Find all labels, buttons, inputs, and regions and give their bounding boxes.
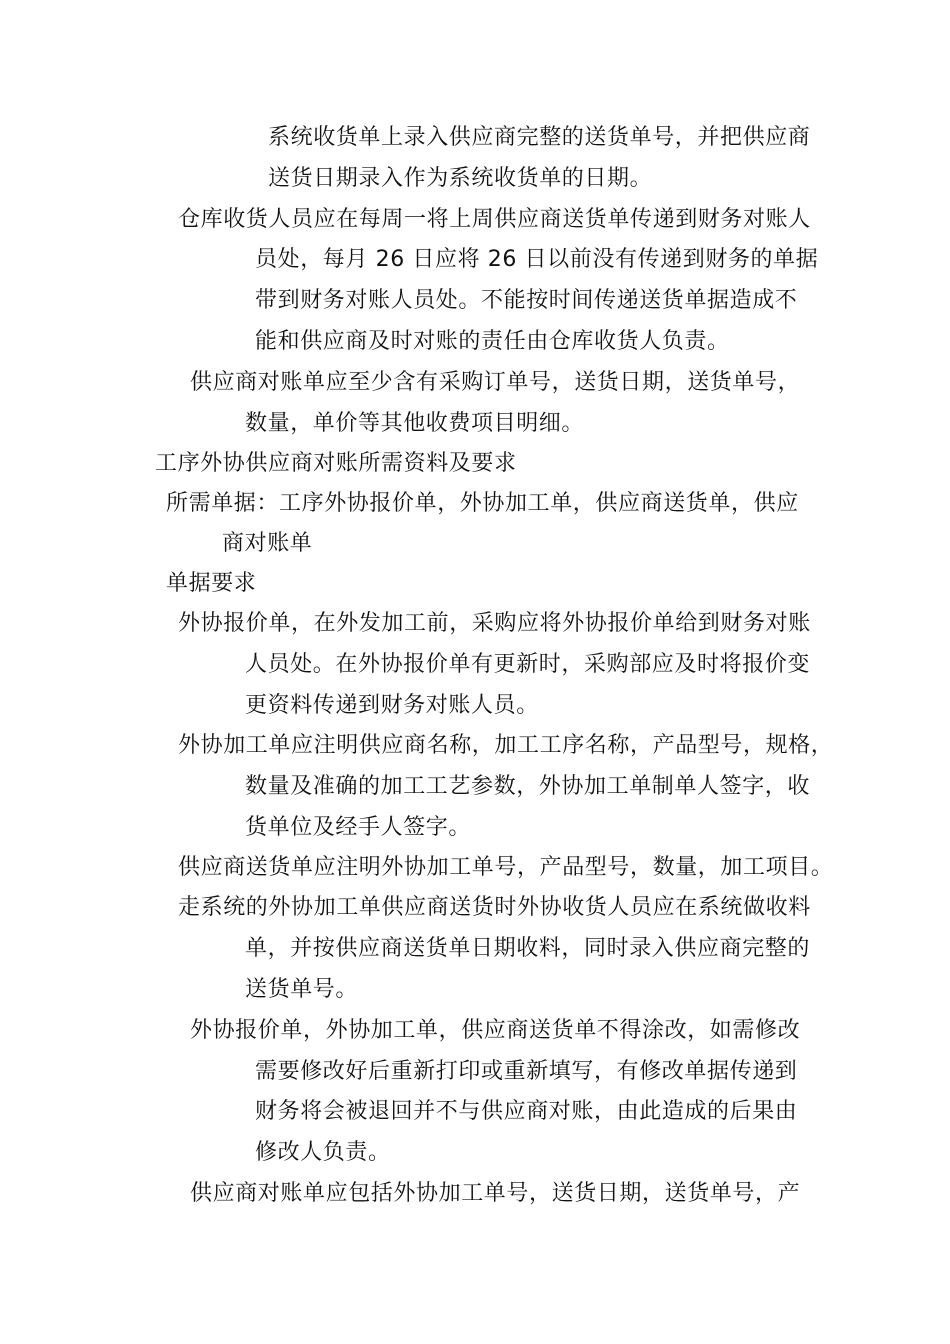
text-line: 需要修改好后重新打印或重新填写，有修改单据传递到 — [255, 1059, 798, 1084]
text-line: 仓库收货人员应在每周一将上周供应商送货单传递到财务对账人 — [178, 207, 811, 232]
section-heading: 工序外协供应商对账所需资料及要求 — [155, 451, 517, 476]
text-line: 外协报价单，在外发加工前，采购应将外协报价单给到财务对账 — [178, 611, 811, 636]
text-line: 所需单据：工序外协报价单，外协加工单，供应商送货单，供应 — [166, 491, 799, 516]
text-line: 修改人负责。 — [255, 1140, 391, 1165]
text-line: 单，并按供应商送货单日期收料，同时录入供应商完整的 — [245, 936, 811, 961]
text-line: 人员处。在外协报价单有更新时，采购部应及时将报价变 — [245, 652, 811, 677]
text-line: 能和供应商及时对账的责任由仓库收货人负责。 — [255, 329, 730, 354]
text-line: 外协加工单应注明供应商名称，加工工序名称，产品型号，规格， — [178, 733, 834, 758]
text-line: 货单位及经手人签字。 — [245, 815, 472, 840]
text-line: 供应商对账单应至少含有采购订单号，送货日期，送货单号， — [190, 370, 801, 395]
text-line: 送货单号。 — [245, 977, 359, 1002]
text-line: 财务将会被退回并不与供应商对账，由此造成的后果由 — [255, 1099, 798, 1124]
text-line: 供应商送货单应注明外协加工单号，产品型号，数量，加工项目。 — [178, 855, 834, 880]
text-line: 数量，单价等其他收费项目明细。 — [245, 411, 585, 436]
text-line: 员处，每月 26 日应将 26 日以前没有传递到财务的单据 — [255, 247, 819, 272]
text-line: 数量及准确的加工工艺参数，外协加工单制单人签字，收 — [245, 774, 811, 799]
text-line: 供应商对账单应包括外协加工单号，送货日期，送货单号，产 — [190, 1181, 801, 1206]
text-line: 更资料传递到财务对账人员。 — [245, 693, 539, 718]
subsection-heading: 单据要求 — [166, 571, 257, 596]
text-line: 带到财务对账人员处。不能按时间传递送货单据造成不 — [255, 288, 798, 313]
text-line: 系统收货单上录入供应商完整的送货单号，并把供应商 — [268, 125, 811, 150]
text-line: 外协报价单，外协加工单，供应商送货单不得涂改，如需修改 — [190, 1018, 801, 1043]
text-line: 商对账单 — [222, 531, 313, 556]
text-line: 走系统的外协加工单供应商送货时外协收货人员应在系统做收料 — [178, 895, 811, 920]
text-line: 送货日期录入作为系统收货单的日期。 — [268, 166, 653, 191]
